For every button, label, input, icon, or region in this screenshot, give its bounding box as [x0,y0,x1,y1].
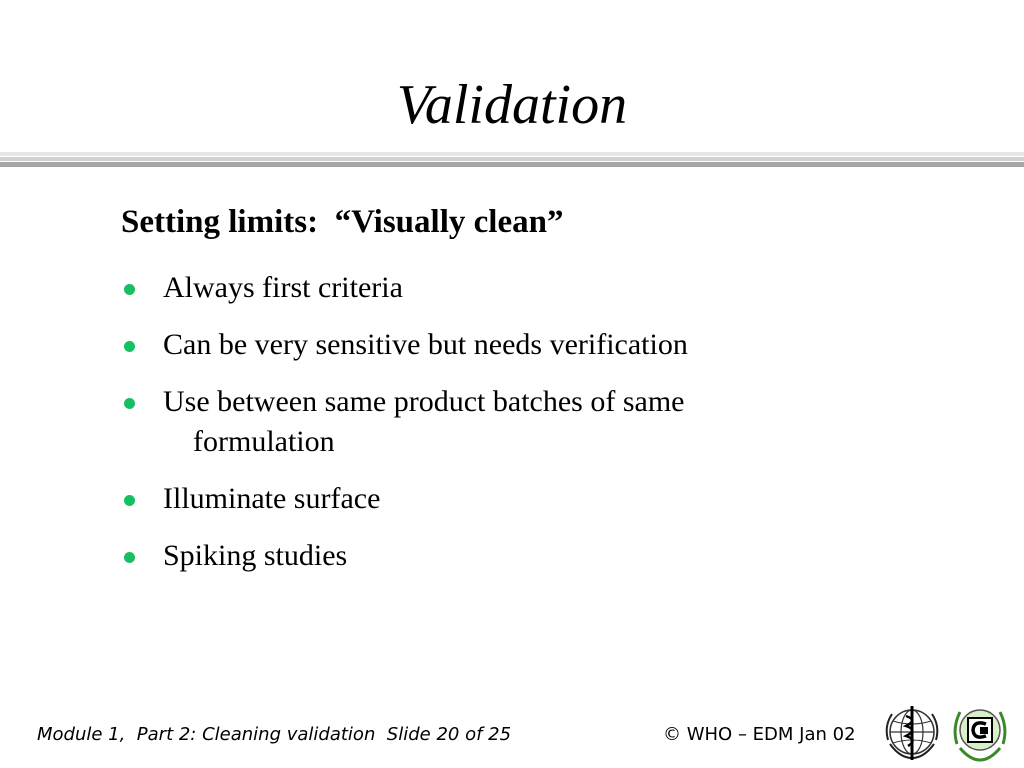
bullet-text: Spiking studies [163,539,348,572]
footer-module-info: Module 1, Part 2: Cleaning validation Slide 20 of 25 [37,724,512,745]
bullet-item [121,325,861,365]
bullet-text: Always first criteria [163,271,403,304]
bullet-text-line-1: Use between same product batches of same [163,385,685,418]
bullet-item [121,382,861,462]
title-divider-light [0,152,1024,156]
bullet-text: Can be very sensitive but needs verification [163,328,688,361]
bullet-item [121,536,861,576]
bullet-item [121,479,861,519]
title-divider-mid [0,157,1024,161]
footer-copyright: © WHO – EDM Jan 02 [663,724,856,745]
bullet-text-line-2: formulation [193,425,335,458]
edm-laurel-icon [948,700,1012,764]
bullet-dot-icon [124,341,135,352]
bullet-text [163,382,861,462]
bullet-dot-icon [124,495,135,506]
title-divider-dark [0,162,1024,167]
bullet-dot-icon [124,284,135,295]
bullet-text: Illuminate surface [163,482,381,515]
slide-title: Validation [396,74,628,136]
slide-subtitle: Setting limits: “Visually clean” [121,204,564,240]
bullet-list [121,268,861,593]
bullet-dot-icon [124,398,135,409]
bullet-item [121,268,861,308]
bullet-dot-icon [124,552,135,563]
who-emblem-icon [880,700,944,764]
